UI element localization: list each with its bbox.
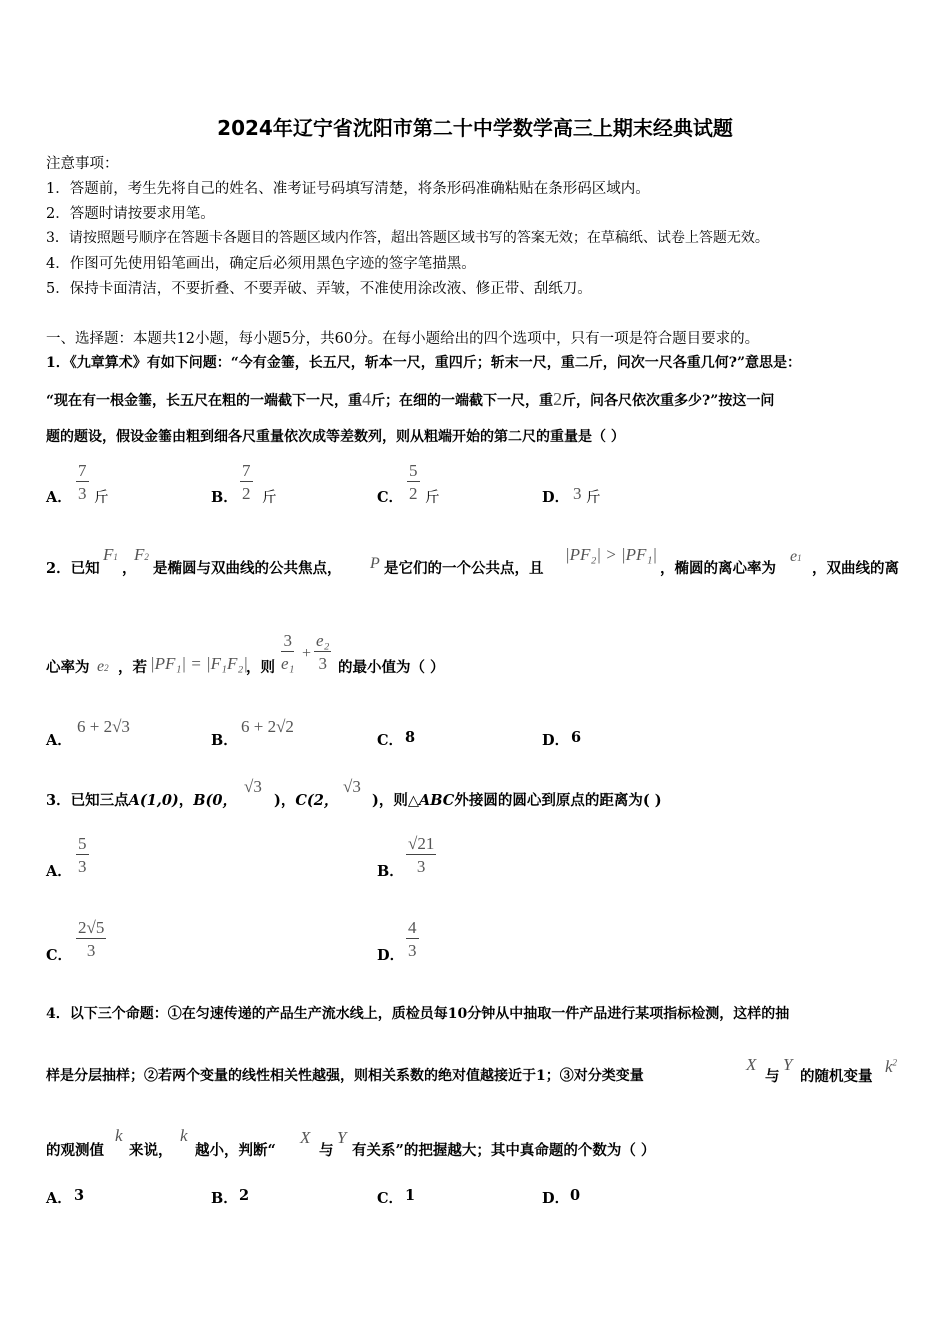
q1-stem-line2 bbox=[46, 389, 774, 410]
option-label: D． bbox=[542, 732, 570, 749]
numerator: √21 bbox=[408, 834, 435, 853]
math-Y: Y bbox=[337, 1128, 347, 1147]
q2-text: ，椭圆的离心率为 bbox=[660, 560, 776, 577]
q3-stem bbox=[46, 789, 237, 810]
denominator: 3 bbox=[318, 654, 327, 673]
q1-text: 斤；在细的一端截下一尺，重 bbox=[371, 393, 554, 409]
q2-text: ，则 bbox=[246, 659, 275, 676]
math-F2 bbox=[134, 545, 149, 565]
point-C: C(2， bbox=[295, 792, 339, 809]
option-label: A． bbox=[46, 732, 72, 749]
q4-text: 来说， bbox=[129, 1142, 173, 1159]
option-label: D． bbox=[377, 947, 405, 964]
numerator: 3 bbox=[281, 632, 294, 652]
math-F1 bbox=[103, 545, 118, 565]
point-A: A(1,0) bbox=[128, 792, 179, 809]
option-value: 6 + 2√2 bbox=[241, 717, 294, 736]
q4-text: 的随机变量 bbox=[800, 1068, 873, 1085]
q4-text: 与 bbox=[319, 1142, 334, 1159]
q4-stem-line1: 4．以下三个命题：①在匀速传递的产品生产流水线上，质检员每10分钟从中抽取一件产品进行某项指标检测，这样的抽 bbox=[46, 1006, 790, 1022]
notice-heading: 注意事项： bbox=[46, 156, 119, 172]
subscript: 2 bbox=[104, 663, 109, 673]
subscript: 2 bbox=[144, 552, 149, 562]
option-label: A． bbox=[46, 863, 72, 880]
q1-number: 4 bbox=[362, 389, 372, 409]
option-label: A． bbox=[46, 1190, 72, 1207]
numerator: 5 bbox=[409, 461, 418, 480]
section-heading: 一、选择题：本题共12小题，每小题5分，共60分。在每小题给出的四个选项中，只有一项是符合题目要求的。 bbox=[46, 331, 760, 347]
math-k: k bbox=[115, 1126, 123, 1145]
option-label: B． bbox=[377, 863, 404, 880]
subscript: 1 bbox=[797, 553, 802, 563]
q2-text: 的最小值为（ ） bbox=[338, 659, 445, 676]
q2-text: 2．已知 bbox=[46, 560, 100, 577]
denominator: 2 bbox=[242, 484, 251, 503]
option-label: D． bbox=[542, 489, 570, 506]
q1-text: 斤，问各尺依次重多少?”按这一问 bbox=[562, 393, 775, 409]
symbol: F bbox=[103, 545, 114, 564]
denominator: 3 bbox=[408, 941, 417, 960]
symbol: e bbox=[97, 658, 105, 675]
numerator: 7 bbox=[78, 461, 87, 480]
option-label: C． bbox=[377, 489, 404, 506]
q4-text: 样是分层抽样；②若两个变量的线性相关性越强，则相关系数的绝对值越接近于1；③对分类变量 bbox=[46, 1068, 644, 1084]
fraction bbox=[76, 919, 106, 959]
fraction bbox=[314, 632, 331, 672]
q4-text: 有关系”的把握越大；其中真命题的个数为（ ） bbox=[352, 1142, 656, 1159]
numerator: 2√5 bbox=[78, 918, 105, 937]
option-label: C． bbox=[377, 732, 404, 749]
unit: 斤 bbox=[94, 490, 109, 506]
option-label: B． bbox=[211, 732, 238, 749]
notice-item: 5．保持卡面清洁，不要折叠、不要弄破、弄皱，不准使用涂改液、修正带、刮纸刀。 bbox=[46, 281, 592, 297]
math-sqrt3: √3 bbox=[343, 777, 361, 796]
subscript: 1 bbox=[113, 552, 118, 562]
notice-item: 4．作图可先使用铅笔画出，确定后必须用黑色字迹的签字笔描黑。 bbox=[46, 256, 476, 272]
fraction bbox=[406, 919, 419, 959]
option-value: 3 bbox=[74, 1187, 85, 1204]
q4-text: 越小，判断“ bbox=[195, 1142, 276, 1159]
option-label: C． bbox=[46, 947, 73, 964]
q2-text: ，双曲线的离 bbox=[812, 560, 899, 577]
q4-text: 与 bbox=[765, 1068, 780, 1085]
math-k-squared bbox=[885, 1057, 897, 1077]
page-title: 2024年辽宁省沈阳市第二十中学数学高三上期末经典试题 bbox=[217, 116, 733, 140]
math-X: X bbox=[300, 1128, 311, 1147]
denominator: 3 bbox=[78, 484, 87, 503]
q1-text: “现在有一根金箠，长五尺在粗的一端截下一尺，重 bbox=[46, 393, 363, 409]
q2-text: ， bbox=[122, 560, 137, 577]
q3-text: )， bbox=[274, 792, 296, 809]
option-label: A． bbox=[46, 489, 72, 506]
point-B: B(0， bbox=[193, 792, 238, 809]
math-equation: |PF₁| = |F₁F₂| bbox=[150, 654, 248, 673]
option-value: 6 bbox=[571, 729, 582, 746]
option-value: 6 + 2√3 bbox=[77, 717, 130, 736]
q1-stem-line1: 1．《九章算术》有如下问题：“今有金箠，长五尺，斩本一尺，重四斤；斩末一尺，重二斤，问次一尺各重几何?”意思是： bbox=[46, 355, 802, 371]
fraction bbox=[407, 462, 420, 502]
q3-text: 3．已知三点 bbox=[46, 792, 129, 809]
q3-text: 外接圆的圆心到原点的距离为( ) bbox=[454, 792, 662, 809]
option-label: B． bbox=[211, 489, 238, 506]
denominator: 3 bbox=[86, 941, 96, 960]
q2-text: 心率为 bbox=[46, 659, 90, 676]
symbol: e bbox=[790, 548, 798, 565]
denominator: 3 bbox=[78, 857, 87, 876]
option-value: 2 bbox=[239, 1187, 250, 1204]
triangle-ABC: ABC bbox=[419, 792, 455, 809]
math-Y: Y bbox=[783, 1055, 793, 1074]
unit: 斤 bbox=[425, 490, 440, 506]
option-value: 8 bbox=[405, 729, 416, 746]
option-label: B． bbox=[211, 1190, 238, 1207]
numerator: 7 bbox=[242, 461, 251, 480]
fraction bbox=[240, 462, 253, 502]
symbol: k bbox=[885, 1057, 893, 1076]
q3-stem-cont bbox=[274, 789, 338, 810]
q4-text: 的观测值 bbox=[46, 1142, 104, 1159]
numerator: e₂ bbox=[316, 631, 330, 650]
q3-text: )，则△ bbox=[372, 792, 420, 809]
option-value: 3 bbox=[573, 484, 582, 503]
math-e1 bbox=[790, 548, 802, 566]
fraction bbox=[76, 462, 89, 502]
symbol: F bbox=[134, 545, 145, 564]
denominator: 3 bbox=[416, 857, 426, 876]
notice-item: 3．请按照题号顺序在答题卡各题目的答题区域内作答，超出答题区域书写的答案无效；在草稿纸、试卷上答题无效。 bbox=[46, 230, 769, 246]
option-value: 0 bbox=[570, 1187, 581, 1204]
numerator: 5 bbox=[78, 834, 87, 853]
option-label: D． bbox=[542, 1190, 570, 1207]
q1-number: 2 bbox=[553, 389, 563, 409]
math-P: P bbox=[370, 555, 380, 572]
plus-sign: + bbox=[302, 645, 312, 662]
notice-item: 2．答题时请按要求用笔。 bbox=[46, 206, 215, 222]
q2-text: 是它们的一个公共点，且 bbox=[384, 560, 544, 577]
q3-stem-end bbox=[372, 789, 662, 810]
notice-item: 1．答题前，考生先将自己的姓名、准考证号码填写清楚，将条形码准确粘贴在条形码区域内。 bbox=[46, 181, 650, 197]
math-k: k bbox=[180, 1126, 188, 1145]
math-e2 bbox=[97, 658, 109, 676]
option-label: C． bbox=[377, 1190, 404, 1207]
unit: 斤 bbox=[262, 490, 277, 506]
superscript: 2 bbox=[892, 1057, 898, 1068]
denominator: 2 bbox=[409, 484, 418, 503]
option-value: 1 bbox=[405, 1187, 416, 1204]
denominator: e₁ bbox=[281, 654, 295, 673]
math-inequality: |PF₂| > |PF₁| bbox=[565, 545, 658, 564]
numerator: 4 bbox=[408, 918, 417, 937]
q2-text: ，若 bbox=[118, 659, 147, 676]
q3-text: ， bbox=[178, 792, 194, 809]
math-sqrt3: √3 bbox=[244, 777, 262, 796]
fraction bbox=[281, 632, 294, 672]
q2-text: 是椭圆与双曲线的公共焦点， bbox=[153, 560, 342, 577]
math-X: X bbox=[746, 1055, 757, 1074]
fraction bbox=[76, 835, 89, 875]
unit: 斤 bbox=[586, 490, 601, 506]
fraction bbox=[406, 835, 436, 875]
q1-stem-line3: 题的题设，假设金箠由粗到细各尺重量依次成等差数列，则从粗端开始的第二尺的重量是（ ） bbox=[46, 429, 625, 445]
